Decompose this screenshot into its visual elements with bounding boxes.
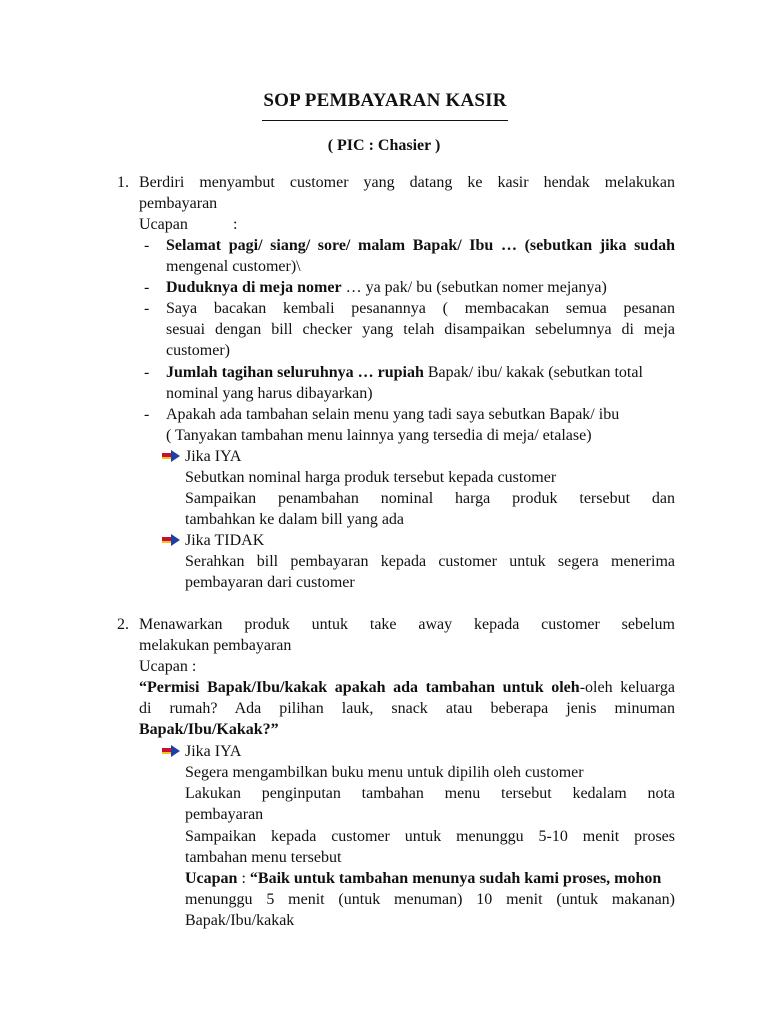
arrow-bullet-icon [162,534,180,546]
list-item-text [166,362,643,383]
ucapan-colon: : [233,216,238,233]
arrow-bullet-icon [162,450,180,462]
list-item-text: Apakah ada tambahan selain menu yang tadi saya sebutkan Bapak/ ibu [166,406,620,423]
condition-text: Segera mengambilkan buku menu untuk dipilih oleh customer [185,764,584,781]
list-item-bold: Duduknya di meja nomer [166,279,342,296]
condition-text: Lakukan penginputan tambahan menu tersebut kedalam nota [185,785,675,802]
list-item-rest: Bapak/ ibu/ kakak (sebutkan total [423,364,643,381]
list-dash: - [144,364,150,381]
ucapan-label: Ucapan : [139,658,197,675]
condition-text: tambahan menu tersebut [185,849,342,866]
list-item-text: ( Tanyakan tambahan menu lainnya yang tersedia di meja/ etalase) [166,427,592,444]
title-underline [262,120,508,121]
list-item-text: Saya bacakan kembali pesanannya ( membacakan semua pesanan [166,300,675,317]
page-title: SOP PEMBAYARAN KASIR [263,90,507,111]
condition-label: Jika TIDAK [185,532,265,549]
list-dash: - [144,237,150,254]
section-intro-line: melakukan pembayaran [139,637,292,654]
condition-label: Jika IYA [185,448,242,465]
ucapan-label: Ucapan [139,216,188,233]
page-subtitle: ( PIC : Chasier ) [327,137,441,154]
condition-text: Sampaikan penambahan nominal harga produk tersebut dan [185,490,675,507]
condition-label: Jika IYA [185,743,242,760]
list-item-text: nominal yang harus dibayarkan) [166,385,373,402]
condition-text: Sampaikan kepada customer untuk menunggu 5-10 menit proses [185,828,675,845]
quote-line: Bapak/Ibu/Kakak?” [139,721,279,738]
condition-text: Serahkan bill pembayaran kepada customer untuk segera menerima [185,553,675,570]
section-number: 2. [117,616,129,633]
ucapan-text: menunggu 5 menit (untuk menuman) 10 menit (untuk makanan) [185,891,675,908]
quote-line: di rumah? Ada pilihan lauk, snack atau beberapa jenis minuman [139,700,675,717]
list-item-rest: … ya pak/ bu (sebutkan nomer mejanya) [341,279,607,296]
list-item-text: Selamat pagi/ siang/ sore/ malam Bapak/ Ibu … (sebutkan jika sudah [166,237,675,254]
list-item-text: sesuai dengan bill checker yang telah disampaikan sebelumnya di meja [166,321,675,338]
section-intro-line: Menawarkan produk untuk take away kepada customer sebelum [139,616,675,633]
section-number: 1. [117,174,129,191]
list-dash: - [144,300,150,317]
ucapan-text: Bapak/Ibu/kakak [185,912,295,929]
list-item-bold: Jumlah tagihan seluruhnya … rupiah [166,364,424,381]
list-item-text: customer) [166,342,230,359]
arrow-bullet-icon [162,745,180,757]
ucapan-quote: “Baik untuk tambahan menunya sudah kami proses, mohon [249,870,662,887]
list-item-text: mengenal customer)\ [166,258,301,275]
quote-rest: -oleh keluarga [579,679,675,696]
condition-text: Sebutkan nominal harga produk tersebut kepada customer [185,469,557,486]
quote-line [139,677,675,698]
section-intro-line: pembayaran [139,195,218,212]
ucapan-colon: : [237,870,250,887]
ucapan-line [185,868,661,889]
list-dash: - [144,406,150,423]
section-intro-line: Berdiri menyambut customer yang datang ke kasir hendak melakukan [139,174,675,191]
condition-text: tambahkan ke dalam bill yang ada [185,511,405,528]
condition-text: pembayaran dari customer [185,574,355,591]
condition-text: pembayaran [185,806,264,823]
list-dash: - [144,279,150,296]
quote-bold: “Permisi Bapak/Ibu/kakak apakah ada tambahan untuk oleh [139,679,580,696]
ucapan-label: Ucapan [185,870,238,887]
list-item-text [166,277,607,298]
